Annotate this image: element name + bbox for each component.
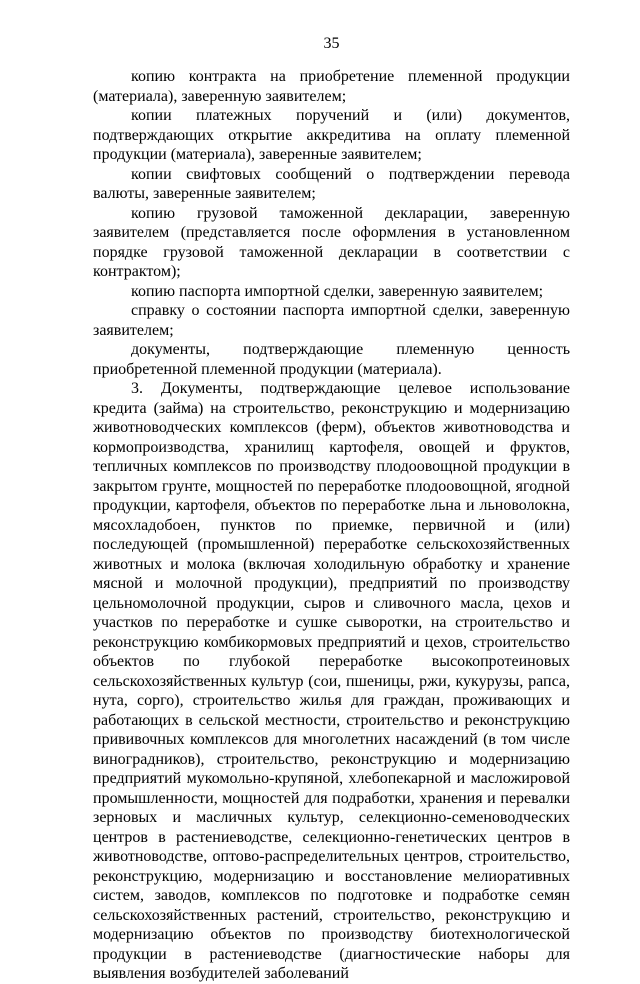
paragraph-customs-declaration: копию грузовой таможенной декларации, заверенную заявителем (представляется после оформления в установленном порядке грузовой таможенной декларации в соответствии с контрактом); [93, 204, 570, 280]
paragraph-breeding-value: документы, подтверждающие племенную ценность приобретенной племенной продукции (материала). [93, 341, 570, 378]
paragraph-section-3: 3. Документы, подтверждающие целевое использование кредита (займа) на строительство, реконструкцию и модернизацию животноводческих комплексов (ферм), объектов животноводства и кормопроизводства, хранилищ картофеля, овощей и фруктов, тепличных комплексов по производству плодоовощной продукции в закрытом грунте, мощностей по переработке плодоовощной, ягодной продукции, картофеля, объектов по переработке льна и льноволокна, мясохладобоен, пунктов по приемке, первичной и (или) последующей (промышленной) переработке сельскохозяйственных животных и молока (включая холодильную обработку и хранение мясной и молочной продукции), предприятий по производству цельномолочной продукции, сыров и сливочного масла, цехов и участков по переработке и сушке сыворотки, на строительство и реконструкцию комбикормовых предприятий и цехов, строительство объектов по глубокой переработке высокопротеиновых сельскохозяйственных культур (сои, пшеницы, ржи, кукурузы, рапса, нута, сорго), строительство жилья для граждан, проживающих и работающих в сельской местности, строительство и реконструкцию прививочных комплексов для многолетних насаждений (в том числе виноградников), строительство, реконструкцию и модернизацию предприятий мукомольно-крупяной, хлебопекарной и масложировой промышленности, мощностей для подработки, хранения и перевалки зерновых и масличных культур, селекционно-семеноводческих центров в растениеводстве, селекционно-генетических центров в животноводстве, оптово-распределительных центров, строительство, реконструкцию, модернизацию и восстановление мелиоративных систем, заводов, комплексов по подготовке и подработке семян сельскохозяйственных растений, строительство, реконструкцию и модернизацию объектов по производству биотехнологической продукции в растениеводстве (диагностические наборы для выявления возбудителей заболеваний [93, 380, 570, 982]
page-number: 35 [323, 35, 340, 52]
paragraph-contract-copy: копию контракта на приобретение племенной продукции (материала), заверенную заявителем; [93, 68, 570, 105]
paragraph-payment-orders: копии платежных поручений и (или) документов, подтверждающих открытие аккредитива на оплату племенной продукции (материала), заверенные заявителем; [93, 107, 570, 163]
paragraph-passport-status: справку о состоянии паспорта импортной сделки, заверенную заявителем; [93, 302, 570, 339]
document-body [93, 67, 570, 984]
paragraph-swift-messages: копии свифтовых сообщений о подтверждении перевода валюты, заверенные заявителем; [93, 165, 570, 202]
paragraph-import-passport: копию паспорта импортной сделки, заверенную заявителем; [131, 282, 544, 300]
